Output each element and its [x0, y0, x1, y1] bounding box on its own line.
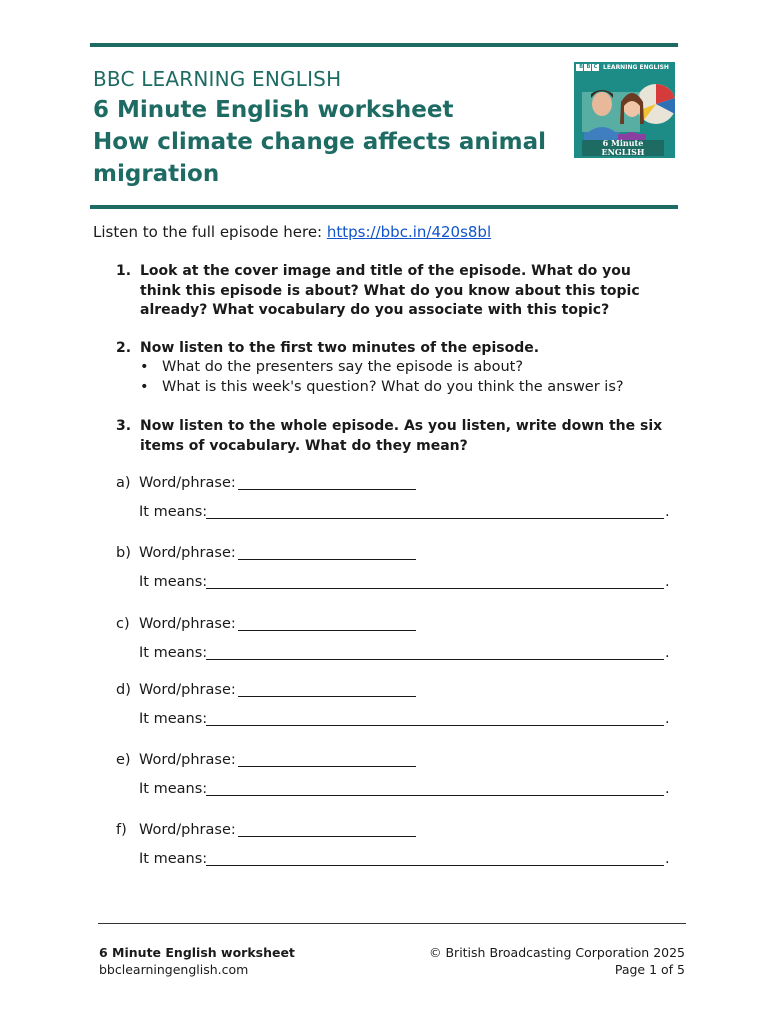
cover-show-line-2: ENGLISH	[601, 147, 645, 157]
title-line-2: How climate change affects animal migration	[93, 129, 546, 187]
word-phrase-label: Word/phrase:	[139, 545, 236, 561]
word-phrase-label: Word/phrase:	[139, 752, 236, 768]
vocab-item-f	[116, 822, 676, 882]
word-phrase-label: Word/phrase:	[139, 822, 236, 838]
vocab-item-d	[116, 682, 676, 742]
worksheet-title	[93, 94, 563, 190]
header-rule-bottom	[90, 205, 678, 209]
word-phrase-blank[interactable]	[238, 766, 416, 767]
line-end-period: .	[665, 504, 670, 520]
footer-title: 6 Minute English worksheet	[99, 945, 295, 960]
footer-copyright: © British Broadcasting Corporation 2025	[429, 945, 685, 960]
cover-show-name	[582, 139, 664, 157]
it-means-label: It means:	[139, 574, 208, 590]
episode-intro	[93, 223, 491, 241]
word-phrase-blank[interactable]	[238, 489, 416, 490]
cover-badge: LEARNING ENGLISH	[603, 64, 669, 71]
intro-text: Listen to the full episode here:	[93, 223, 327, 241]
it-means-blank[interactable]	[206, 518, 664, 519]
vocab-letter: d)	[116, 682, 131, 698]
vocab-letter: c)	[116, 616, 130, 632]
line-end-period: .	[665, 645, 670, 661]
header-rule-top	[90, 43, 678, 47]
question-number: 2.	[116, 340, 132, 356]
word-phrase-label: Word/phrase:	[139, 682, 236, 698]
question-text: Look at the cover image and title of the episode. What do you think this episode is about? What do you know about this topic already? What vocabulary do you associate with this topic?	[140, 263, 640, 318]
brand-name: BBC LEARNING ENGLISH	[93, 67, 342, 91]
bullet-item: • What do the presenters say the episode is about?	[140, 357, 624, 377]
word-phrase-blank[interactable]	[238, 696, 416, 697]
word-phrase-blank[interactable]	[238, 836, 416, 837]
question-2-bullets	[140, 357, 624, 397]
vocab-item-e	[116, 752, 676, 812]
it-means-blank[interactable]	[206, 725, 664, 726]
footer-page-number: Page 1 of 5	[614, 962, 685, 977]
question-number: 1.	[116, 263, 132, 279]
it-means-label: It means:	[139, 711, 208, 727]
question-text: Now listen to the whole episode. As you listen, write down the six items of vocabulary. What do they mean?	[140, 418, 663, 454]
title-line-1: 6 Minute English worksheet	[93, 97, 454, 123]
episode-cover-image	[574, 62, 675, 158]
it-means-blank[interactable]	[206, 795, 664, 796]
line-end-period: .	[665, 711, 670, 727]
word-phrase-label: Word/phrase:	[139, 616, 236, 632]
footer-url: bbclearningenglish.com	[99, 962, 249, 977]
episode-link[interactable]: https://bbc.in/420s8bl	[326, 223, 492, 241]
bullet-item: • What is this week's question? What do you think the answer is?	[140, 377, 624, 397]
it-means-label: It means:	[139, 781, 208, 797]
it-means-blank[interactable]	[206, 588, 664, 589]
vocab-item-b	[116, 545, 676, 605]
vocab-letter: f)	[116, 822, 127, 838]
it-means-label: It means:	[139, 504, 208, 520]
cover-bbc-logo: BBC	[579, 64, 601, 70]
question-number: 3.	[116, 418, 132, 434]
word-phrase-label: Word/phrase:	[139, 475, 236, 491]
footer-rule	[98, 923, 686, 924]
line-end-period: .	[665, 851, 670, 867]
footer-left	[99, 944, 295, 978]
it-means-blank[interactable]	[206, 659, 664, 660]
vocab-letter: e)	[116, 752, 131, 768]
it-means-label: It means:	[139, 645, 208, 661]
vocab-item-c	[116, 616, 676, 676]
vocab-item-a	[116, 475, 676, 535]
cover-show-line-1: 6 Minute	[602, 138, 644, 148]
line-end-period: .	[665, 781, 670, 797]
line-end-period: .	[665, 574, 670, 590]
question-text: Now listen to the first two minutes of the episode.	[140, 340, 540, 356]
word-phrase-blank[interactable]	[238, 630, 416, 631]
vocab-letter: b)	[116, 545, 131, 561]
it-means-blank[interactable]	[206, 865, 664, 866]
vocab-letter: a)	[116, 475, 131, 491]
it-means-label: It means:	[139, 851, 208, 867]
word-phrase-blank[interactable]	[238, 559, 416, 560]
footer-right	[429, 944, 685, 978]
